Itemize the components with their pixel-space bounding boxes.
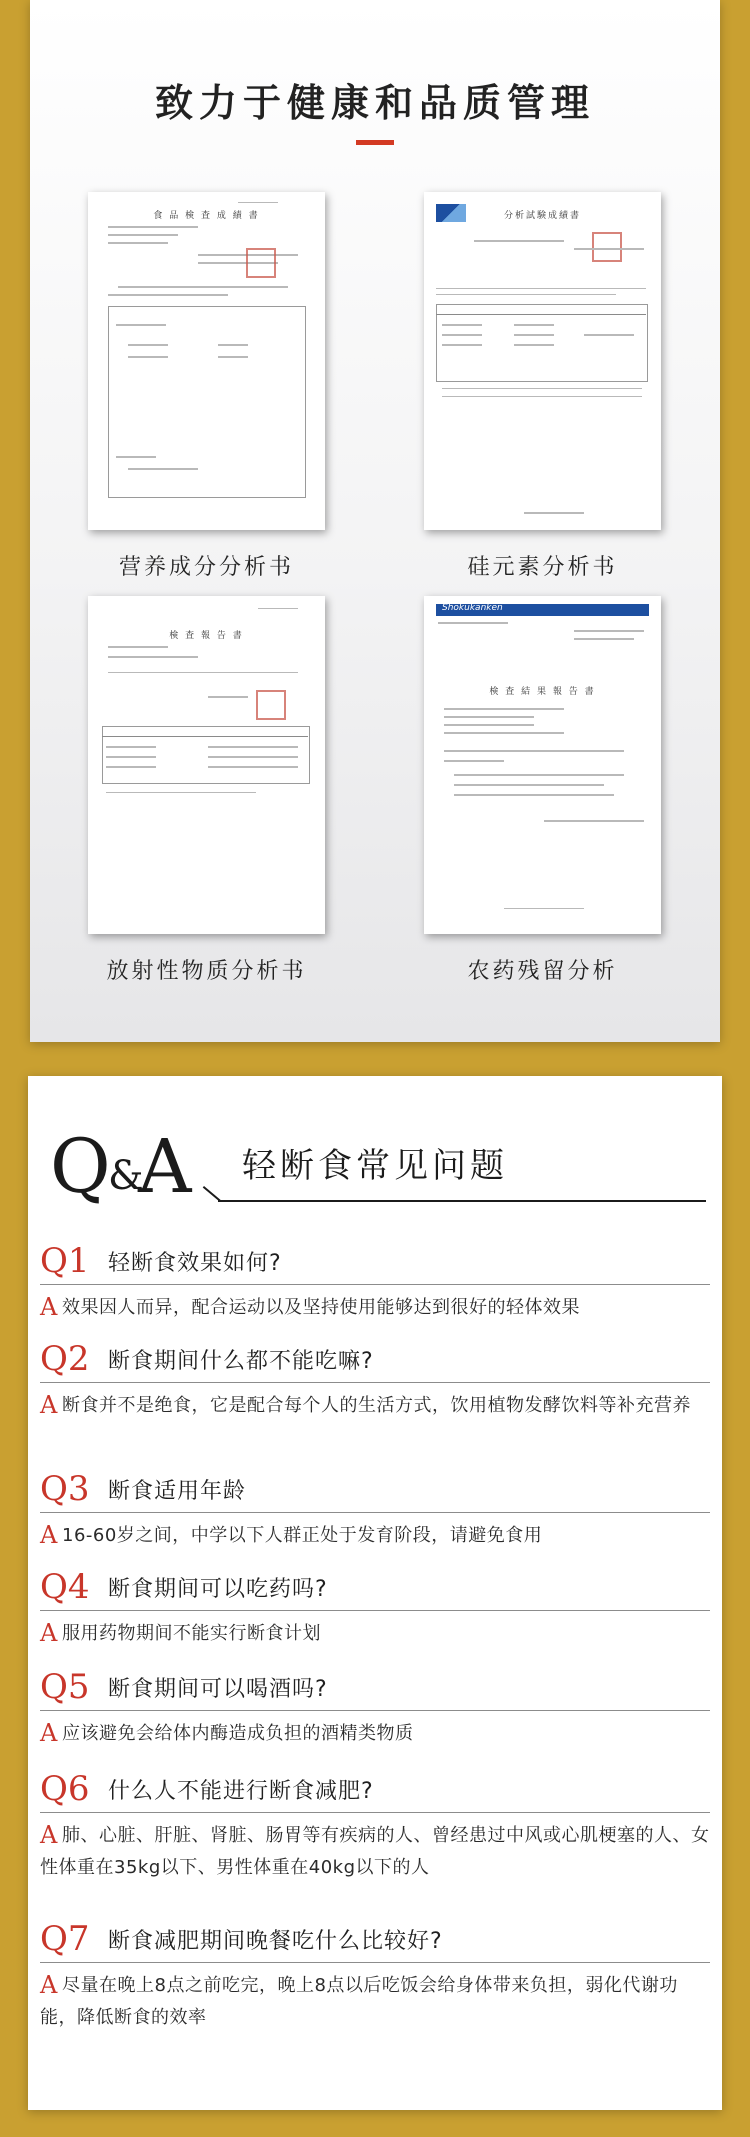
answer-letter: A [40, 1971, 58, 1999]
silicon-analysis-document [424, 192, 661, 530]
doc-heading: 検 査 報 告 書 [169, 631, 244, 641]
qa-panel [28, 1076, 722, 2110]
question-text: 什么人不能进行断食减肥? [108, 1779, 374, 1804]
pesticide-residue-document [424, 596, 661, 934]
doc-heading: 食 品 検 査 成 績 書 [153, 211, 260, 221]
heading-rule [218, 1200, 706, 1202]
answer-text: 尽量在晚上8点之前吃完，晚上8点以后吃饭会给身体带来负担，弱化代谢功能，降低断食的效率 [40, 1975, 678, 2028]
question-divider [40, 1284, 710, 1285]
radioactive-analysis-document [88, 596, 325, 934]
banner-logo-text: Shokukanken [442, 603, 503, 613]
question-divider [40, 1710, 710, 1711]
answer-letter: A [40, 1391, 58, 1419]
question-text: 断食期间可以吃药吗? [108, 1577, 328, 1602]
answer-text: 肺、心脏、肝脏、肾脏、肠胃等有疾病的人、曾经患过中风或心肌梗塞的人、女性体重在35kg以下、男性体重在40kg以下的人 [40, 1825, 710, 1878]
qa-item [40, 1338, 710, 1422]
question-divider [40, 1610, 710, 1611]
answer-letter: A [40, 1821, 58, 1849]
nutrition-analysis-document [88, 192, 325, 530]
stamp-icon [246, 248, 276, 278]
title-underline [356, 140, 394, 145]
question-text: 断食适用年龄 [108, 1479, 247, 1504]
answer-text: 应该避免会给体内酶造成负担的酒精类物质 [62, 1723, 414, 1744]
question-number: Q5 [40, 1667, 90, 1707]
qa-logo-q: Q [50, 1124, 111, 1210]
pesticide-residue-caption: 农药残留分析 [467, 959, 618, 984]
question-number: Q4 [40, 1567, 90, 1607]
qa-item [40, 1240, 710, 1324]
radioactive-analysis-caption: 放射性物质分析书 [106, 959, 307, 984]
answer-text: 16-60岁之间，中学以下人群正处于发育阶段，请避免食用 [62, 1525, 543, 1546]
answer-text: 断食并不是绝食，它是配合每个人的生活方式，饮用植物发酵饮料等补充营养 [62, 1395, 691, 1416]
question-number: Q2 [40, 1339, 90, 1379]
doc-heading: 分析試験成績書 [503, 211, 581, 221]
question-divider [40, 1962, 710, 1963]
answer-text: 服用药物期间不能实行断食计划 [62, 1623, 321, 1644]
qa-logo-a: A [138, 1124, 192, 1210]
question-number: Q1 [40, 1241, 90, 1281]
question-number: Q6 [40, 1769, 90, 1809]
question-divider [40, 1512, 710, 1513]
qa-item [40, 1566, 710, 1650]
shokukanken-banner [436, 604, 649, 616]
question-text: 轻断食效果如何? [108, 1251, 282, 1276]
question-number: Q7 [40, 1919, 90, 1959]
stamp-icon [256, 690, 286, 720]
question-divider [40, 1382, 710, 1383]
certificates-panel [30, 0, 720, 1042]
qa-item [40, 1768, 710, 1884]
question-text: 断食减肥期间晚餐吃什么比较好? [108, 1929, 443, 1954]
question-text: 断食期间可以喝酒吗? [108, 1677, 328, 1702]
qa-item [40, 1918, 710, 2034]
qa-item [40, 1468, 710, 1552]
stamp-icon [592, 232, 622, 262]
qa-logo-amp: & [108, 1153, 144, 1199]
answer-letter: A [40, 1293, 58, 1321]
question-divider [40, 1812, 710, 1813]
answer-letter: A [40, 1521, 58, 1549]
qa-item [40, 1666, 710, 1750]
question-text: 断食期间什么都不能吃嘛? [108, 1349, 374, 1374]
answer-letter: A [40, 1719, 58, 1747]
doc-heading: 検 査 結 果 報 告 書 [489, 687, 596, 697]
qa-logo [50, 1122, 230, 1232]
nutrition-analysis-caption: 营养成分分析书 [118, 555, 294, 580]
answer-text: 效果因人而异，配合运动以及坚持使用能够达到很好的轻体效果 [62, 1297, 580, 1318]
qa-heading: 轻断食常见问题 [242, 1146, 508, 1186]
silicon-analysis-caption: 硅元素分析书 [467, 555, 618, 580]
certificates-title: 致力于健康和品质管理 [154, 81, 595, 125]
question-number: Q3 [40, 1469, 90, 1509]
answer-letter: A [40, 1619, 58, 1647]
